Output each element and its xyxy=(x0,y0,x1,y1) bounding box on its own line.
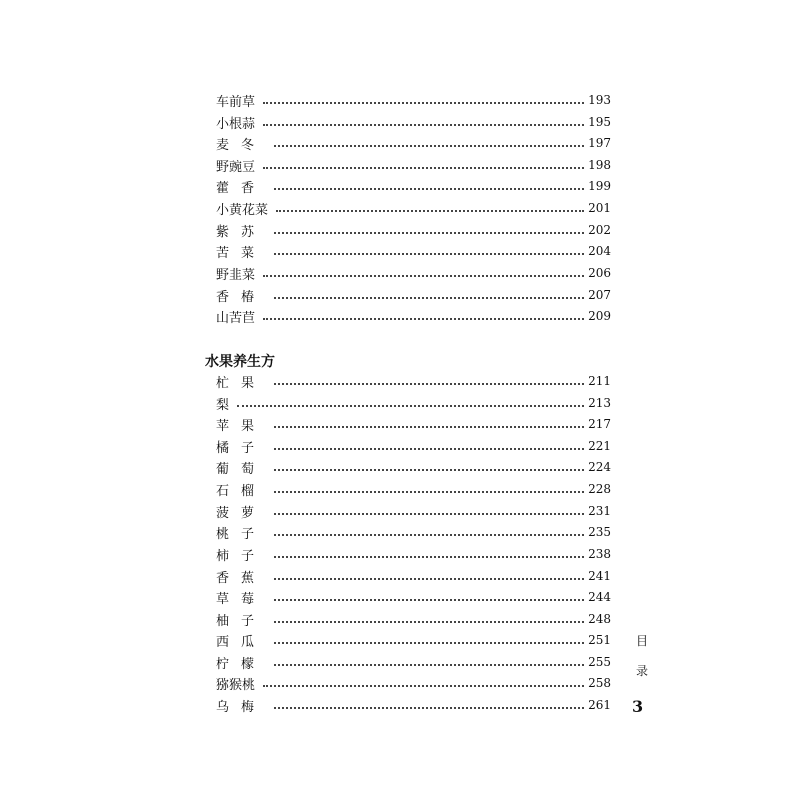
entry-title: 藿香 xyxy=(216,180,267,196)
entry-page: 197 xyxy=(588,136,611,150)
entry-page: 201 xyxy=(588,201,611,215)
entry-title: 柚子 xyxy=(216,613,267,629)
dot-leader xyxy=(274,664,584,666)
dot-leader xyxy=(274,642,584,644)
entry-title: 苹果 xyxy=(216,418,267,434)
toc-entry[interactable] xyxy=(216,436,611,456)
entry-page: 211 xyxy=(588,374,611,388)
entry-title: 香椿 xyxy=(216,289,267,305)
entry-title: 香蕉 xyxy=(216,570,267,586)
toc-entry[interactable] xyxy=(216,263,611,283)
dot-leader xyxy=(237,405,584,407)
entry-title: 车前草 xyxy=(216,94,256,110)
entry-title: 野豌豆 xyxy=(216,159,256,175)
dot-leader xyxy=(274,469,584,471)
entry-title: 小黄花菜 xyxy=(216,202,269,218)
entry-page: 231 xyxy=(588,504,611,518)
entry-page: 235 xyxy=(588,525,611,539)
entry-title: 葡萄 xyxy=(216,461,267,477)
toc-entry[interactable] xyxy=(216,306,611,326)
page-number: 3 xyxy=(632,697,644,716)
toc-entry[interactable] xyxy=(216,566,611,586)
toc-entry[interactable] xyxy=(216,630,611,650)
entry-page: 206 xyxy=(588,266,611,280)
toc-entry[interactable] xyxy=(216,501,611,521)
toc-entry[interactable] xyxy=(216,479,611,499)
entry-page: 221 xyxy=(588,439,611,453)
entry-page: 198 xyxy=(588,158,611,172)
entry-title: 石榴 xyxy=(216,483,267,499)
dot-leader xyxy=(274,534,584,536)
dot-leader xyxy=(263,685,584,687)
dot-leader xyxy=(263,318,584,320)
toc-entry[interactable] xyxy=(216,285,611,305)
toc-entry[interactable] xyxy=(216,414,611,434)
dot-leader xyxy=(263,102,584,104)
dot-leader xyxy=(274,578,584,580)
entry-page: 217 xyxy=(588,417,611,431)
entry-title: 小根蒜 xyxy=(216,116,256,132)
entry-page: 255 xyxy=(588,655,611,669)
toc-entry[interactable] xyxy=(216,220,611,240)
entry-page: 195 xyxy=(588,115,611,129)
dot-leader xyxy=(274,707,584,709)
running-header-char: 目 xyxy=(635,634,648,648)
toc-entry[interactable] xyxy=(216,371,611,391)
dot-leader xyxy=(274,448,584,450)
toc-entry[interactable] xyxy=(216,198,611,218)
entry-title: 桃子 xyxy=(216,526,267,542)
toc-entry[interactable] xyxy=(216,90,611,110)
toc-entry[interactable] xyxy=(216,695,611,715)
entry-page: 193 xyxy=(588,93,611,107)
entry-title: 草莓 xyxy=(216,591,267,607)
dot-leader xyxy=(274,188,584,190)
entry-page: 258 xyxy=(588,676,611,690)
dot-leader xyxy=(274,232,584,234)
toc-entry[interactable] xyxy=(216,673,611,693)
dot-leader xyxy=(274,297,584,299)
entry-page: 261 xyxy=(588,698,611,712)
dot-leader xyxy=(274,426,584,428)
entry-title: 猕猴桃 xyxy=(216,677,256,693)
dot-leader xyxy=(274,145,584,147)
dot-leader xyxy=(274,513,584,515)
entry-title: 橘子 xyxy=(216,440,267,456)
toc-entry[interactable] xyxy=(216,522,611,542)
toc-entry[interactable] xyxy=(216,652,611,672)
dot-leader xyxy=(263,167,584,169)
entry-page: 202 xyxy=(588,223,611,237)
toc-entry[interactable] xyxy=(216,587,611,607)
entry-page: 213 xyxy=(588,396,611,410)
toc-entry[interactable] xyxy=(216,457,611,477)
entry-page: 248 xyxy=(588,612,611,626)
entry-title: 山苦苣 xyxy=(216,310,256,326)
entry-page: 224 xyxy=(588,460,611,474)
toc-entry[interactable] xyxy=(216,155,611,175)
toc-entry[interactable] xyxy=(216,393,611,413)
entry-title: 乌梅 xyxy=(216,699,267,715)
toc-entry[interactable] xyxy=(216,112,611,132)
entry-page: 207 xyxy=(588,288,611,302)
entry-page: 238 xyxy=(588,547,611,561)
running-header-char: 录 xyxy=(635,664,648,678)
entry-title: 野韭菜 xyxy=(216,267,256,283)
dot-leader xyxy=(276,210,584,212)
entry-title: 菠萝 xyxy=(216,505,267,521)
dot-leader xyxy=(274,491,584,493)
entry-page: 204 xyxy=(588,244,611,258)
entry-title: 苦菜 xyxy=(216,245,267,261)
toc-entry[interactable] xyxy=(216,241,611,261)
dot-leader xyxy=(274,599,584,601)
entry-title: 柠檬 xyxy=(216,656,267,672)
dot-leader xyxy=(263,275,584,277)
entry-title: 梨 xyxy=(216,397,230,413)
toc-entry[interactable] xyxy=(216,609,611,629)
dot-leader xyxy=(263,124,584,126)
entry-title: 杧果 xyxy=(216,375,267,391)
dot-leader xyxy=(274,253,584,255)
entry-page: 228 xyxy=(588,482,611,496)
dot-leader xyxy=(274,621,584,623)
entry-page: 244 xyxy=(588,590,611,604)
entry-title: 西瓜 xyxy=(216,634,267,650)
running-header xyxy=(632,626,652,686)
toc-entry[interactable] xyxy=(216,544,611,564)
toc-entry[interactable] xyxy=(216,133,611,153)
entry-title: 紫苏 xyxy=(216,224,267,240)
entry-page: 241 xyxy=(588,569,611,583)
entry-page: 199 xyxy=(588,179,611,193)
toc-entry[interactable] xyxy=(216,176,611,196)
entry-title: 柿子 xyxy=(216,548,267,564)
entry-title: 麦冬 xyxy=(216,137,267,153)
dot-leader xyxy=(274,556,584,558)
entry-page: 251 xyxy=(588,633,611,647)
dot-leader xyxy=(274,383,584,385)
section-heading: 水果养生方 xyxy=(205,354,275,370)
entry-page: 209 xyxy=(588,309,611,323)
